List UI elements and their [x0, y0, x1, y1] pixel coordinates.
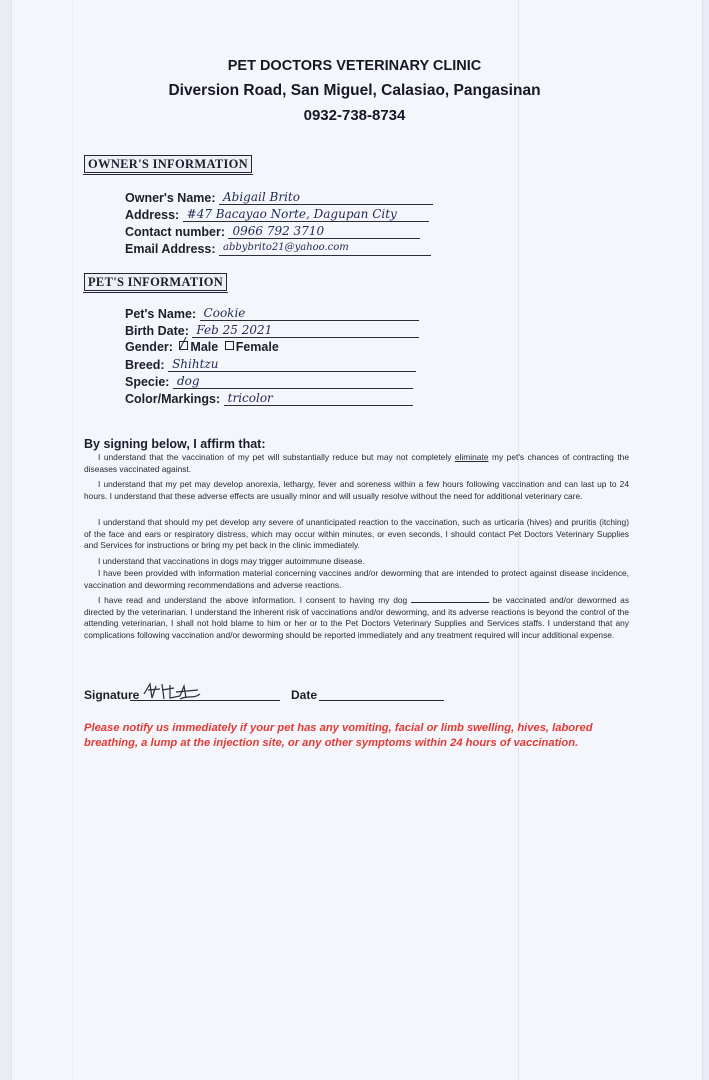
color-value[interactable]: tricolor [224, 391, 413, 406]
affirm-title: By signing below, I affirm that: [84, 437, 266, 451]
email-field [125, 241, 431, 256]
birth-date-value[interactable]: Feb 25 2021 [192, 323, 419, 338]
signature-label: Signature [84, 688, 140, 702]
birth-date-field [125, 323, 419, 338]
clinic-phone: 0932-738-8734 [303, 107, 406, 124]
date-label: Date [291, 688, 318, 702]
male-label: Male [190, 340, 219, 354]
owner-name-field [125, 190, 433, 205]
specie-value[interactable]: dog [173, 374, 413, 389]
email-label: Email Address: [125, 242, 216, 256]
specie-field [125, 374, 413, 389]
affirm-paragraph-6 [84, 594, 629, 641]
owner-name-value[interactable]: Abigail Brito [219, 190, 433, 205]
affirm-p5-text: I have been provided with information material concerning vaccines and/or deworming that are intended to protect against disease incidence, vaccination and deworming recommendations and adverse reactions. [84, 568, 629, 590]
email-value[interactable]: abbybrito21@yahoo.com [219, 241, 431, 256]
signature-scribble [140, 680, 202, 704]
dog-name-blank[interactable] [411, 594, 489, 603]
notice-text: Please notify us immediately if your pet has any vomiting, facial or limb swelling, hives, labored breathing, a lump at the injection site, or any other symptoms within 24 hours of vaccination. [84, 722, 593, 749]
contact-value[interactable]: 0966 792 3710 [228, 224, 420, 239]
owner-section-title: OWNER'S INFORMATION [84, 155, 252, 173]
color-label: Color/Markings: [125, 392, 221, 406]
clinic-name: PET DOCTORS VETERINARY CLINIC [227, 58, 482, 74]
affirm-paragraph-2 [84, 479, 629, 502]
affirm-paragraph-3 [84, 517, 629, 552]
specie-label: Specie: [125, 375, 170, 389]
gender-field [125, 340, 279, 354]
female-checkbox[interactable] [225, 341, 234, 350]
clinic-address: Diversion Road, San Miguel, Calasiao, Pangasinan [168, 82, 541, 99]
breed-field [125, 357, 416, 372]
affirm-paragraph-1 [84, 452, 629, 475]
pet-name-value[interactable]: Cookie [200, 306, 419, 321]
birth-date-label: Birth Date: [125, 324, 189, 338]
color-field [125, 391, 413, 406]
gender-label: Gender: [125, 340, 173, 354]
owner-name-label: Owner's Name: [125, 191, 216, 205]
affirm-p6-text-a: I have read and understand the above information. I consent to having my dog [98, 595, 411, 605]
contact-field [125, 224, 420, 239]
affirm-p1-text-a: I understand that the vaccination of my pet will substantially reduce but may not completely [98, 452, 455, 462]
affirm-paragraph-5 [84, 568, 629, 591]
date-line[interactable] [319, 700, 444, 701]
affirm-p2-text: I understand that my pet may develop anorexia, lethargy, fever and soreness within a few hours following vaccination and can last up to 24 hours. I understand that these adverse effects are usually minor and will usually resolve without the need for additional veterinary care. [84, 479, 629, 501]
address-label: Address: [125, 208, 180, 222]
pet-section-title: PET'S INFORMATION [84, 273, 227, 291]
address-field [125, 207, 429, 222]
affirm-p4-text: I understand that vaccinations in dogs may trigger autoimmune disease. [98, 556, 365, 566]
affirm-p3-text: I understand that should my pet develop any severe of unanticipated reaction to the vaccination, such as urticaria (hives) and pruritis (itching) of the face and ears or respiratory distress, which may occur within minutes, or even seconds, I should contact Pet Doctors Veterinary Supplies and Services for instructions or bring my pet back in the clinic immediately. [84, 517, 629, 551]
pet-name-field [125, 306, 419, 321]
female-label: Female [235, 340, 279, 354]
affirm-p6-text-b: be vaccinated and/or dewormed as directed by the veterinarian. I understand the inherent risk of vaccinations and/or deworming, and its adverse reactions is beyond the control of the attending veterinarian, I shall not hold blame to him or her or to the Pet Doctors Veterinary Supplies and Services staffs. I understand that any complications following vaccination and/or deworming should be reported immediately and any treatment required will incur additional expense. [84, 595, 630, 640]
pet-name-label: Pet's Name: [125, 307, 197, 321]
breed-value[interactable]: Shihtzu [168, 357, 416, 372]
breed-label: Breed: [125, 358, 165, 372]
contact-label: Contact number: [125, 225, 225, 239]
male-checkbox[interactable] [179, 341, 188, 350]
affirm-p1-underlined: eliminate [454, 452, 489, 462]
affirm-p1-text-b: my pet's chances of contracting the diseases vaccinated against. [84, 452, 630, 474]
paper-crease [72, 0, 73, 1080]
address-value[interactable]: #47 Bacayao Norte, Dagupan City [183, 207, 429, 222]
affirm-paragraph-4 [84, 556, 629, 568]
